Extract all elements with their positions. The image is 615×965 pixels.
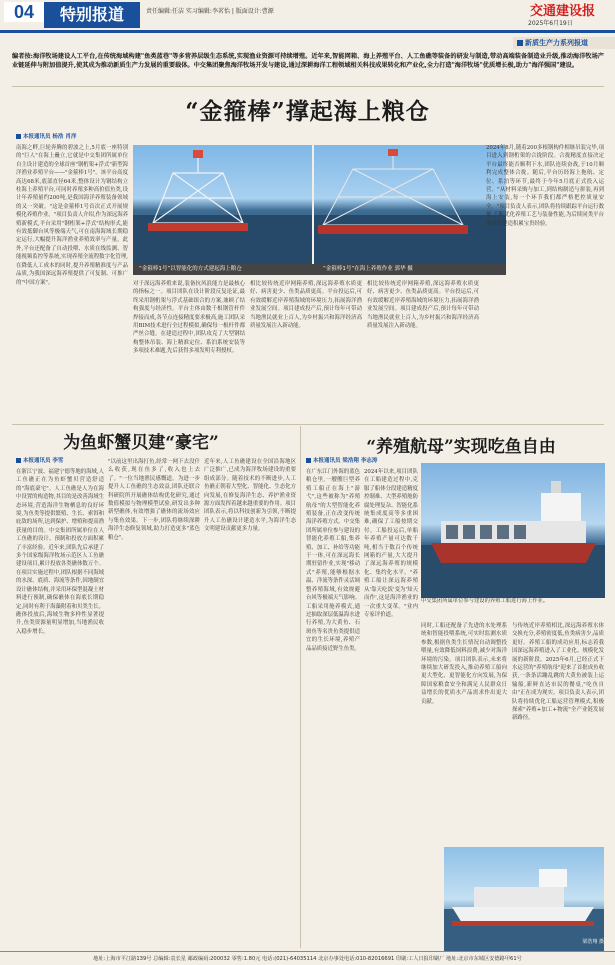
newspaper-logo: 交通建设报 [530,4,596,19]
main-article-col4: 2024年8月,随着200多根钢构件相继吊装完毕,项目进入到钢桁架的合拢阶段。合拢精度直接决定平台最终能否顺利下水,团队连续奋战,于10月顺利完成整体合拢。随后,平台历经海上拖航、定位、系泊等环节,最终于今年5月底正式投入运营。"从材料采购与加工,到结构制造与拼装,再到海上安装,每一个环节我们都严格把控质量安全。"项目负责人表示,团队将持续跟踪平台运行数据,不断优化养殖工艺与装备性能,为后续同类平台的研发建造积累宝贵经验。 [486,145,604,227]
left-article-col1: 在浙江宁波、福建宁德等地的海域,人工鱼礁正在为鱼虾蟹贝营造舒适的"海底豪宅"。人工鱼礁是人为在海中设置的构造物,其目的是改善海域生态环境,营造海洋生物栖息的良好环境,为鱼类等提供繁殖、生长、索饵和庇敌的场所,达到保护、增殖和提高渔获量的目的。中交集团所属单位在人工鱼礁的设计、预制和投放方面积累了丰富经验。近年来,团队先后承建了多个国家级海洋牧场示范区人工鱼礁建设项目,累计投放各类礁体数万个。在项目实施过程中,团队根据不同海域的水深、底质、海流等条件,因地制宜设计礁体结构,并采用环保型混凝土材料进行预制,确保礁体在海底长期稳定,同时有利于海藻附着和贝类生长。礁体投放后,海域生物多样性显著提升,鱼类资源量明显增加,当地渔民收入稳步增长。 [16,469,104,635]
photo-caption-left: “金箍棒1号”以智能化的方式建起海上粮仓 [139,266,242,272]
header-rule [0,30,615,33]
byline-square-icon [16,458,21,463]
photo-credit: 梁浩翔 摄 [582,939,604,945]
editor-credits: 责任编辑:任洁 实习编辑:李茗怡 | 版面设计:曹源 [146,8,274,15]
footer-info: 地址:上海市平江路139号 总编辑:袁长星 邮政编码:200032 零售:1.80元 电话:(021)-64035114 北京办事处电话:010-82016691 印刷:工人日报印刷厂 地址:北京市东城区安德路甲61号 [93,956,522,962]
ship-photo-caption: 中交集团所属单位参与建设的养殖工船进行海上作业。 [421,598,549,604]
left-byline [16,456,63,464]
right-article-col4: 与传统近岸养殖相比,深远海养殖水体交换充分,养殖密度低,鱼类病害少,品质更好。养殖工船的成功应用,标志着我国深远海养殖进入了工业化、规模化发展的新阶段。2025年6月,已经正式下水运营的"养殖航母"迎来了首批成鱼收获,一条条活蹦乱跳的大黄鱼被装上运输船,新鲜直达市民的餐桌,"吃鱼自由"正在成为现实。项目负责人表示,团队将持续优化工船运营管理模式,积极探索"养殖+加工+物流"全产业链发展新路径。 [512,623,604,722]
jin-gu-bang-platform-illustration [133,145,506,264]
divider [12,86,604,87]
ship-at-sea-illustration [444,847,604,951]
right-article-headline: “养殖航母”实现吃鱼自由 [366,437,556,457]
aquaculture-ship-illustration [421,463,605,598]
left-article-col2: "以前这里出海打鱼,经常一网下去没什么收获,现在鱼多了,收入也上去了。"一位当地渔民感慨道。为进一步提升人工鱼礁的生态效益,团队还联合科研院所开展礁体结构优化研究,通过数值模拟与物理模型试验,研发出多种新型礁体,有效增强了礁体的流场效应与集鱼效果。下一步,团队将继续深耕海洋生态修复领域,助力打造更多"蓝色粮仓"。 [108,459,200,541]
editor-note: 编者按:海洋牧场建设人工平台,在传统海域构建"鱼类蓝巷"等多营养层级生态系统,实现渔业资源可持续增殖。近年来,智能网箱、海上养殖平台、人工鱼礁等装备的研发与制造,带动高端装备制造业升级,推动海洋牧场产业链延伸与附加值提升,使其成为推动新质生产力发展的重要载体。中交集团聚焦海洋牧场开发与建设,通过深耕海洋工程领域相关科技成果转化和产业化,全力打造"海洋牧场"优质增长极,助力"海洋强国"建设。 [12,53,604,69]
main-byline [16,132,76,140]
platform-photo [133,145,506,264]
column-divider [300,426,301,948]
main-headline: “金箍棒”撑起海上粮仓 [185,98,430,125]
main-article-col3: 相比较传统近岸网箱养殖,深远海养殖水质更好、病害更少、鱼类品质更高。平台投运后,可有效缓解近岸养殖海域的环境压力,拓展海洋渔业发展空间。项目建成投产后,预计每年可带动当地渔民就业上百人,为乡村振兴和海洋经济高质量发展注入新动能。 [250,281,362,330]
main-article-col3b: 相比较传统近岸网箱养殖,深远海养殖水质更好、病害更少、鱼类品质更高。平台投运后,可有效缓解近岸养殖海域的环境压力,拓展海洋渔业发展空间。项目建成投产后,预计每年可带动当地渔民就业上百人,为乡村振兴和海洋经济高质量发展注入新动能。 [367,281,479,330]
right-byline [306,456,377,464]
series-label: 新质生产力系列报道 [525,39,588,47]
byline-square-icon [306,458,311,463]
aquaculture-ship-photo [421,463,605,598]
right-article-col1: 在广东江门外海的蓝色粮仓里,一艘艘巨型养殖工船正在海上"游弋",这些被称为"养殖航母"的大型智能化养殖装备,正在改变传统海洋养殖方式。中交集团所属单位参与建设的智能化养殖工船,集养殖、加工、补给等功能于一体,可在深远海长期驻留作业,实现"移动式"养殖,能够根据水温、洋流等条件灵活调整养殖海域,有效规避台风等极端天气影响。工船采用舱养模式,通过抽取深层低温海水进行养殖,为大黄鱼、石斑鱼等名贵鱼类提供适宜的生长环境,养殖产品品质接近野生鱼类。 [306,469,360,652]
platform-photo-caption [133,264,506,275]
divider [12,424,604,425]
section-title: 特别报道 [44,2,140,28]
publication-date: 2025年6月19日 [528,20,573,27]
left-article-col3: 近年来,人工鱼礁建设在全国沿海地区广泛推广,已成为海洋牧场建设的重要组成部分。随着技术的不断进步,人工鱼礁正朝着大型化、智能化、生态化方向发展,在修复海洋生态、养护渔业资源方面发挥着越来越重要的作用。项目团队表示,将以科技创新为引领,不断提升人工鱼礁设计建造水平,为海洋生态文明建设贡献更多力量。 [204,459,296,533]
left-article-headline: 为鱼虾蟹贝建“豪宅” [63,433,219,453]
main-article-col2: 对于深远海养殖来说,装备抗风浪能力是最核心的指标之一。项目团队在设计阶段反复论证,最终采用钢桁架与浮式基础组合的方案,兼顾了结构强度与经济性。平台主体由数千根钢管杆件焊接而成,各节点连接精度要求极高,施工团队采用BIM技术进行全过程模拟,确保每一根杆件都严丝合缝。在建造过程中,团队攻克了大型钢结构整体吊装、海上精准定位、系泊系统安装等多项技术难题,先后获得多项发明专利授权。 [133,281,245,355]
footer-rule [0,951,615,952]
ship-photo-small [444,847,604,951]
right-article-col3: 同时,工船还配备了先进的水处理系统和智能投喂系统,可实时监测水质参数,根据鱼类生长情况自动调整投喂量,有效降低饲料浪费,减少对海洋环境的污染。项目团队表示,未来将继续加大研发投入,推动养殖工船向更大型化、更智能化方向发展,为保障国家粮食安全和满足人民群众日益增长的优质水产品需求作出更大贡献。 [421,623,507,705]
right-article-col2: 2024年以来,项目团队在工船建造过程中,克服了船体分段建造精度控制难、大型养殖舱防腐处理复杂、智能化系统集成度高等多重困难,确保了工船按期交付。工船投运后,单船年养殖产量可达数千吨,相当于数百个传统网箱的产量,大大提升了深远海养殖的规模化、集约化水平。"养殖工船让深远海养殖从'靠天吃饭'变为'知天而作',这是海洋渔业的一次重大变革。"业内专家评价道。 [364,469,418,618]
main-byline-text: 本报通讯员 杨浩 肖洋 [23,134,77,140]
main-article-col1: 南海之畔,巨轮奔腾的碧波之上,5月底一座特别的"巨人"在海上矗立,它就是中交集团所属单位自主设计建造的全球首座"钢桁架+浮式"新型海洋渔业养殖平台——"金箍棒1号"。该平台高度高达68米,底部直径64米,整体设计为钢结构立柱海上养殖平台,可同时养殖多种高价值鱼类,设计年养殖量约200吨,是我国海洋养殖装备领域的又一突破。"这是金箍棒1号首次正式开展规模化养殖作业。"项目负责人介绍,作为深远海养殖新模式,平台采用"钢桁架+浮式"结构形式,能有效抵御台风等极端天气,可在南海海域长期稳定运行,大幅提升海洋渔业养殖效率与产量。此外,平台还配备了自动投喂、水质在线监测、智能视频监控等系统,实现养殖全流程数字化管理,在降低人工成本的同时,提升养殖精准度与产品品质,为我国深远海养殖提供了可复制、可推广的"中国方案"。 [16,145,128,286]
series-square-icon [517,40,523,46]
page-number: 04 [4,2,44,22]
right-byline-text: 本报通讯员 梁浩翔 李志涛 [313,458,378,464]
photo-caption-right: “金箍棒1号”在海上养殖作业 郭华 摄 [323,266,413,272]
left-byline-text: 本报通讯员 李雪 [23,458,64,464]
byline-square-icon [16,134,21,139]
